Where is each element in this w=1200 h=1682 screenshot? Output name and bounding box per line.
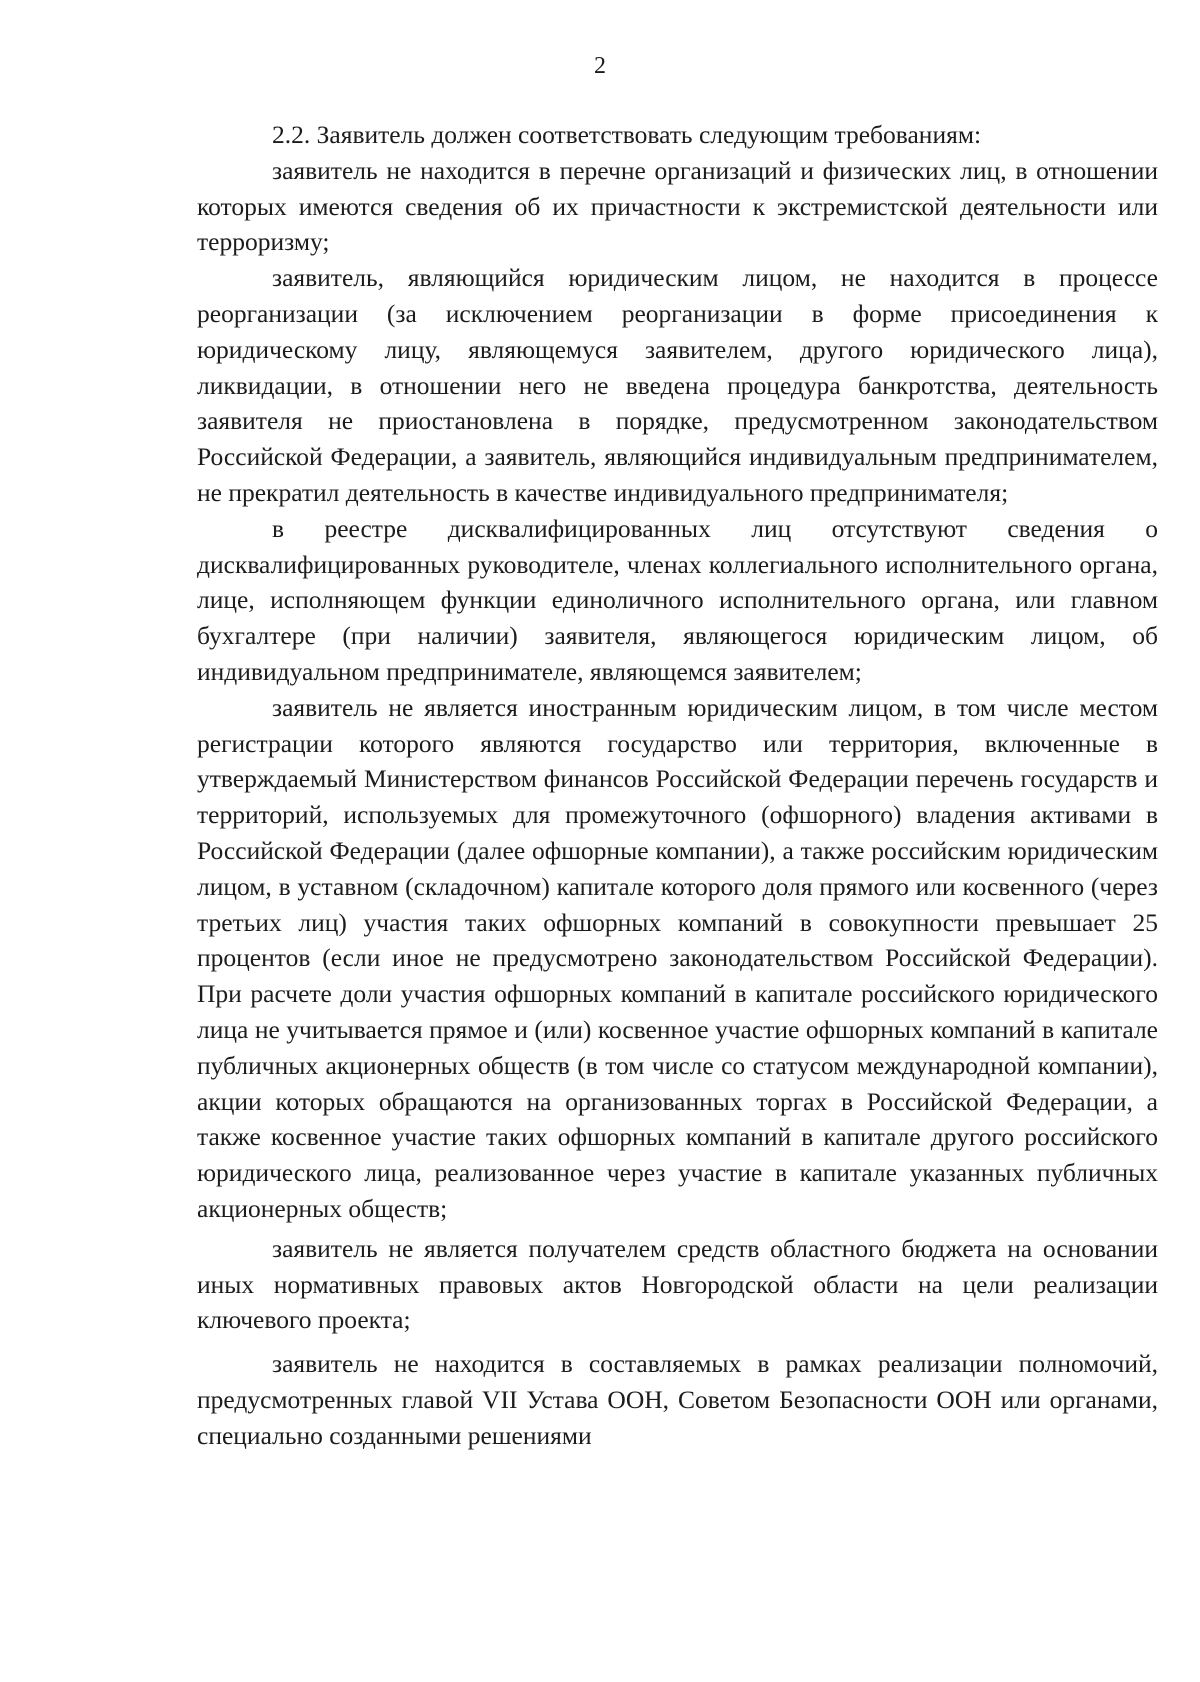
page-number: 2 xyxy=(594,53,606,79)
requirement-paragraph: в реестре дисквалифицированных лиц отсутствуют сведения о дисквалифицированных руководителе, членах коллегиального исполнительного органа, лице, исполняющем функции единоличного исполнительного органа, или главном бухгалтере (при наличии) заявителя, являющегося юридическим лицом, об индивидуальном предпринимателе, являющемся заявителем; xyxy=(197,513,1158,686)
document-body xyxy=(197,117,1158,1453)
requirement-paragraph: заявитель не находится в составляемых в рамках реализации полномочий, предусмотренных главой VII Устава ООН, Советом Безопасности ООН или органами, специально созданными решениями xyxy=(197,1349,1158,1450)
requirement-paragraph: заявитель не является получателем средств областного бюджета на основании иных нормативных правовых актов Новгородской области на цели реализации ключевого проекта; xyxy=(197,1233,1158,1335)
requirement-paragraph: заявитель не находится в перечне организаций и физических лиц, в отношении которых имеются сведения об их причастности к экстремистской деятельности или терроризму; xyxy=(197,155,1158,257)
requirement-paragraph: заявитель, являющийся юридическим лицом, не находится в процессе реорганизации (за исключением реорганизации в форме присоединения к юридическому лицу, являющемуся заявителем, другого юридического лица), ликвидации, в отношении него не введена процедура банкротства, деятельность заявителя не приостановлена в порядке, предусмотренном законодательством Российской Федерации, а заявитель, являющийся индивидуальным предпринимателем, не прекратил деятельность в качестве индивидуального предпринимателя; xyxy=(197,263,1158,507)
section-heading-paragraph: 2.2. Заявитель должен соответствовать следующим требованиям: xyxy=(272,120,982,149)
requirement-paragraph: заявитель не является иностранным юридическим лицом, в том числе местом регистрации которого являются государство или территория, включенные в утверждаемый Министерством финансов Российской Федерации перечень государств и территорий, используемых для промежуточного (офшорного) владения активами в Российской Федерации (далее офшорные компании), а также российским юридическим лицом, в уставном (складочном) капитале которого доля прямого или косвенного (через третьих лиц) участия таких офшорных компаний в совокупности превышает 25 процентов (если иное не предусмотрено законодательством Российской Федерации). При расчете доли участия офшорных компаний в капитале российского юридического лица не учитывается прямое и (или) косвенное участие офшорных компаний в капитале публичных акционерных обществ (в том числе со статусом международной компании), акции которых обращаются на организованных торгах в Российской Федерации, а также косвенное участие таких офшорных компаний в капитале другого российского юридического лица, реализованное через участие в капитале указанных публичных акционерных обществ; xyxy=(197,692,1158,1223)
